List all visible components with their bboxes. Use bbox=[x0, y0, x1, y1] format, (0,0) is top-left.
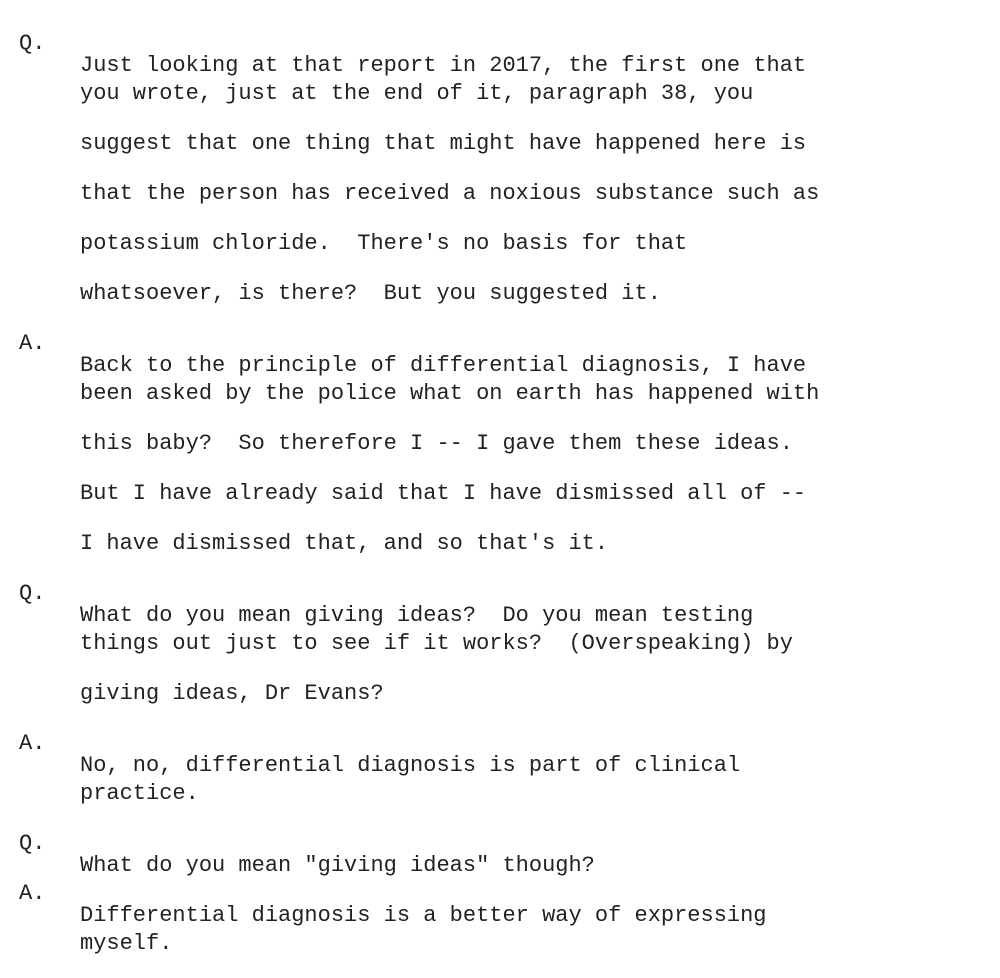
line-text: potassium chloride. There's no basis for that bbox=[80, 231, 688, 256]
line-text: What do you mean giving ideas? Do you mean testing bbox=[80, 603, 754, 628]
speaker-label: Q. bbox=[19, 831, 46, 856]
speaker-label: A. bbox=[19, 331, 46, 356]
line-text: things out just to see if it works? (Overspeaking) by bbox=[80, 631, 793, 656]
transcript-line bbox=[0, 261, 661, 311]
line-text: myself. bbox=[80, 931, 173, 956]
line-text: been asked by the police what on earth has happened with bbox=[80, 381, 820, 406]
transcript-line bbox=[0, 211, 688, 261]
transcript-line bbox=[0, 911, 173, 961]
line-text: Just looking at that report in 2017, the first one that bbox=[80, 53, 807, 78]
line-text: giving ideas, Dr Evans? bbox=[80, 681, 384, 706]
transcript-line bbox=[0, 661, 384, 711]
line-text: Back to the principle of differential diagnosis, I have bbox=[80, 353, 807, 378]
line-text: you wrote, just at the end of it, paragraph 38, you bbox=[80, 81, 754, 106]
line-text: I have dismissed that, and so that's it. bbox=[80, 531, 609, 556]
line-text: that the person has received a noxious substance such as bbox=[80, 181, 820, 206]
transcript-line bbox=[0, 761, 199, 811]
speaker-label: A. bbox=[19, 731, 46, 756]
transcript-line bbox=[0, 561, 754, 628]
transcript-line bbox=[0, 411, 793, 461]
line-text: What do you mean "giving ideas" though? bbox=[80, 853, 595, 878]
line-text: But I have already said that I have dismissed all of -- bbox=[80, 481, 807, 506]
speaker-label: Q. bbox=[19, 31, 46, 56]
line-text: whatsoever, is there? But you suggested it. bbox=[80, 281, 661, 306]
transcript-line bbox=[0, 711, 741, 778]
line-text: practice. bbox=[80, 781, 199, 806]
transcript-line bbox=[0, 461, 807, 511]
transcript-line bbox=[0, 111, 807, 161]
line-text: Differential diagnosis is a better way of expressing bbox=[80, 903, 767, 928]
transcript-line bbox=[0, 311, 807, 378]
line-text: suggest that one thing that might have happened here is bbox=[80, 131, 807, 156]
transcript-line bbox=[0, 511, 609, 561]
transcript-line bbox=[0, 161, 820, 211]
line-text: this baby? So therefore I -- I gave them these ideas. bbox=[80, 431, 793, 456]
line-text: No, no, differential diagnosis is part of clinical bbox=[80, 753, 741, 778]
transcript-line bbox=[0, 11, 807, 78]
speaker-label: A. bbox=[19, 881, 46, 906]
speaker-label: Q. bbox=[19, 581, 46, 606]
transcript-line bbox=[0, 811, 595, 878]
